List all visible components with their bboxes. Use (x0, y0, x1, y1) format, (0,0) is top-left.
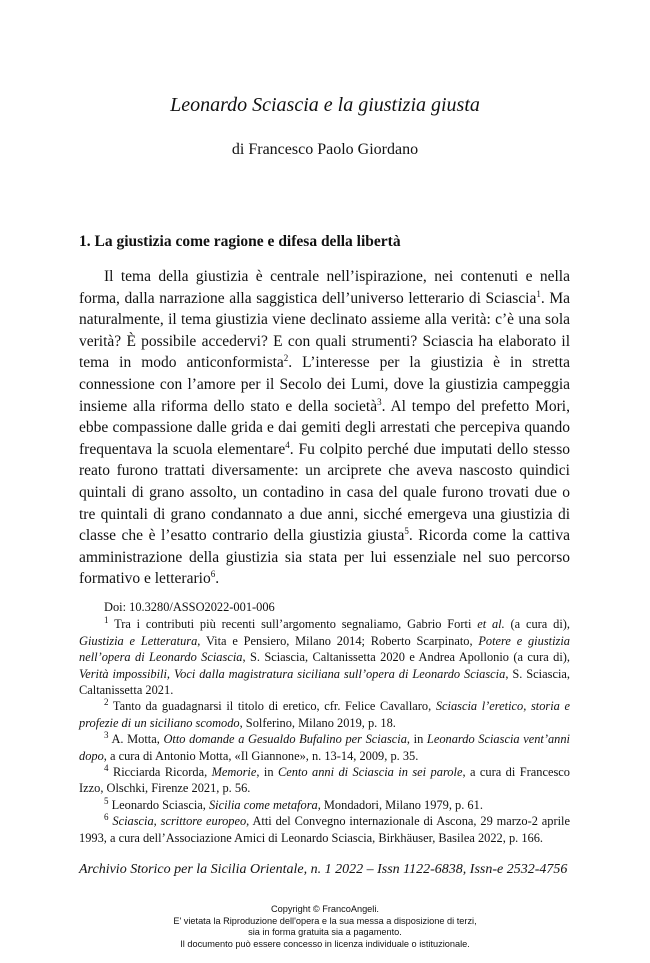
body-sentence: . L’interesse per la giustizia è in stretta connessione con l’amore per il Secolo dei Lumi, dove la giustizia campeggia insieme alla riforma dello stato e della società (79, 354, 570, 415)
footnote-ref: 3 (377, 396, 382, 407)
body-sentence: . Ricorda come la cattiva amministrazione della giustizia sia stata per lui essenziale nel suo percorso formativo e letterario (79, 527, 570, 588)
footnote-4 (79, 764, 570, 797)
footnote-text: , Solferino, Milano 2019, p. 18. (239, 715, 396, 730)
copyright-line: E' vietata la Riproduzione dell'opera e la sua messa a disposizione di terzi, (173, 915, 477, 926)
footnote-text: , S. Sciascia, Caltanissetta 2021. (79, 666, 570, 698)
footnote-number: 3 (104, 730, 109, 741)
footnote-text: , Vita e Pensiero, Milano 2014; Roberto Scarpinato, (197, 633, 479, 648)
footnote-ref: 5 (404, 525, 409, 536)
footnote-italic: Sciascia l’eretico, storia e profezie di un siciliano scomodo (79, 699, 570, 730)
footnote-text: , in (256, 765, 278, 780)
footnote-number: 2 (104, 697, 109, 708)
footnote-text: , in (406, 732, 427, 747)
copyright-line: Il documento può essere concesso in licenza individuale o istituzionale. (180, 938, 470, 949)
footnote-italic: Sciascia, scrittore europeo (112, 814, 247, 829)
footnote-number: 4 (104, 762, 109, 773)
copyright-notice (0, 904, 650, 950)
footnote-text: , Atti del Convegno internazionale di Ascona, 29 marzo-2 aprile 1993, a cura dell’Associazione Amici di Leonardo Sciascia, Birkhäuser, Basilea 2022, p. 166. (79, 814, 570, 845)
body-sentence: . Ma naturalmente, il tema giustizia viene declinato assieme alla verità: c’è una sola verità? È possibile accedervi? E con quali strumenti? Sciascia ha elaborato il tema in modo anticonformista (79, 289, 570, 372)
footnote-italic: Cento anni di Sciascia in sei parole (277, 765, 463, 780)
section-heading: 1. La giustizia come ragione e difesa della libertà (79, 233, 401, 250)
body-sentence: . (215, 570, 220, 588)
footnote-italic: Potere e giustizia nell’opera di Leonardo Sciascia (79, 633, 570, 665)
footnote-text: Ricciarda Ricorda, (108, 765, 212, 780)
footnote-2 (79, 698, 570, 731)
footnote-5 (79, 797, 570, 813)
footnote-italic: Giustizia e Letteratura (79, 633, 198, 648)
footnote-italic: Memorie (211, 765, 257, 780)
footnote-italic: Verità impossibili, Voci dalla magistratura siciliana sull’opera di Leonardo Sciascia (79, 666, 506, 681)
doi: Doi: 10.3280/ASSO2022-001-006 (104, 600, 275, 614)
footnote-text: , a cura di Antonio Motta, «Il Giannone», n. 13-14, 2009, p. 35. (103, 748, 419, 763)
footnote-ref: 1 (536, 288, 541, 299)
footnote-1 (79, 616, 570, 698)
footnote-text: Leonardo Sciascia, (108, 797, 209, 812)
footnotes (79, 599, 570, 846)
footnote-text: Tra i contributi più recenti sull’argomento segnaliamo, Gabrio Forti (108, 617, 478, 632)
copyright-line: Copyright © FrancoAngeli. (271, 904, 379, 914)
footnote-3 (79, 731, 570, 764)
footnote-italic: et al. (477, 617, 505, 632)
body-sentence: . Al tempo del prefetto Mori, ebbe compassione dalle grida e dai gemiti degli arrestati che percepiva quando frequentava la scuola elementare (79, 397, 570, 458)
footnote-text: (a cura di), (504, 617, 570, 632)
body-paragraph (79, 266, 570, 590)
footnote-number: 5 (104, 795, 109, 806)
footnote-text: , Mondadori, Milano 1979, p. 61. (317, 797, 483, 812)
footnote-6 (79, 813, 570, 846)
footnote-ref: 4 (285, 439, 290, 450)
article-title: Leonardo Sciascia e la giustizia giusta (170, 94, 480, 116)
body-sentence: . Fu colpito perché due imputati dello stesso reato furono trattati diversamente: un arciprete che aveva nascosto quindici quintali di grano assolto, un contadino in casa del quale furono trovati due o tre quintali di grano condannato a due anni, sicché emergeva una giustizia di classe che è l’esatto contrario della giustizia giusta (79, 440, 570, 545)
footnote-ref: 6 (210, 569, 216, 580)
footnote-text: A. Motta, (108, 732, 164, 747)
body-text (79, 266, 570, 590)
footnote-text: , a cura di Francesco Izzo, Olschki, Firenze 2021, p. 56. (79, 765, 570, 796)
footnote-italic: Otto domande a Gesualdo Bufalino per Sciascia (163, 732, 407, 747)
footnote-ref: 2 (283, 353, 289, 364)
journal-citation: Archivio Storico per la Sicilia Orientale, n. 1 2022 – Issn 1122-6838, Issn-e 2532-4756 (79, 862, 568, 877)
footnote-number: 1 (104, 615, 109, 626)
footnote-italic: Leonardo Sciascia vent’anni dopo (79, 732, 571, 763)
copyright-line: sia in forma gratuita sia a pagamento. (248, 927, 402, 938)
footnote-number: 6 (104, 812, 109, 823)
footnote-text: Tanto da guadagnarsi il titolo di eretico, cfr. Felice Cavallaro, (108, 699, 436, 714)
footnote-italic: Sicilia come metafora (208, 797, 318, 812)
article-author: di Francesco Paolo Giordano (231, 141, 419, 158)
footnote-text: , S. Sciascia, Caltanissetta 2020 e Andrea Apollonio (a cura di), (242, 650, 570, 665)
body-sentence: Il tema della giustizia è centrale nell’ispirazione, nei contenuti e nella forma, dalla narrazione alla saggistica dell’universo letterario di Sciascia (79, 268, 570, 307)
